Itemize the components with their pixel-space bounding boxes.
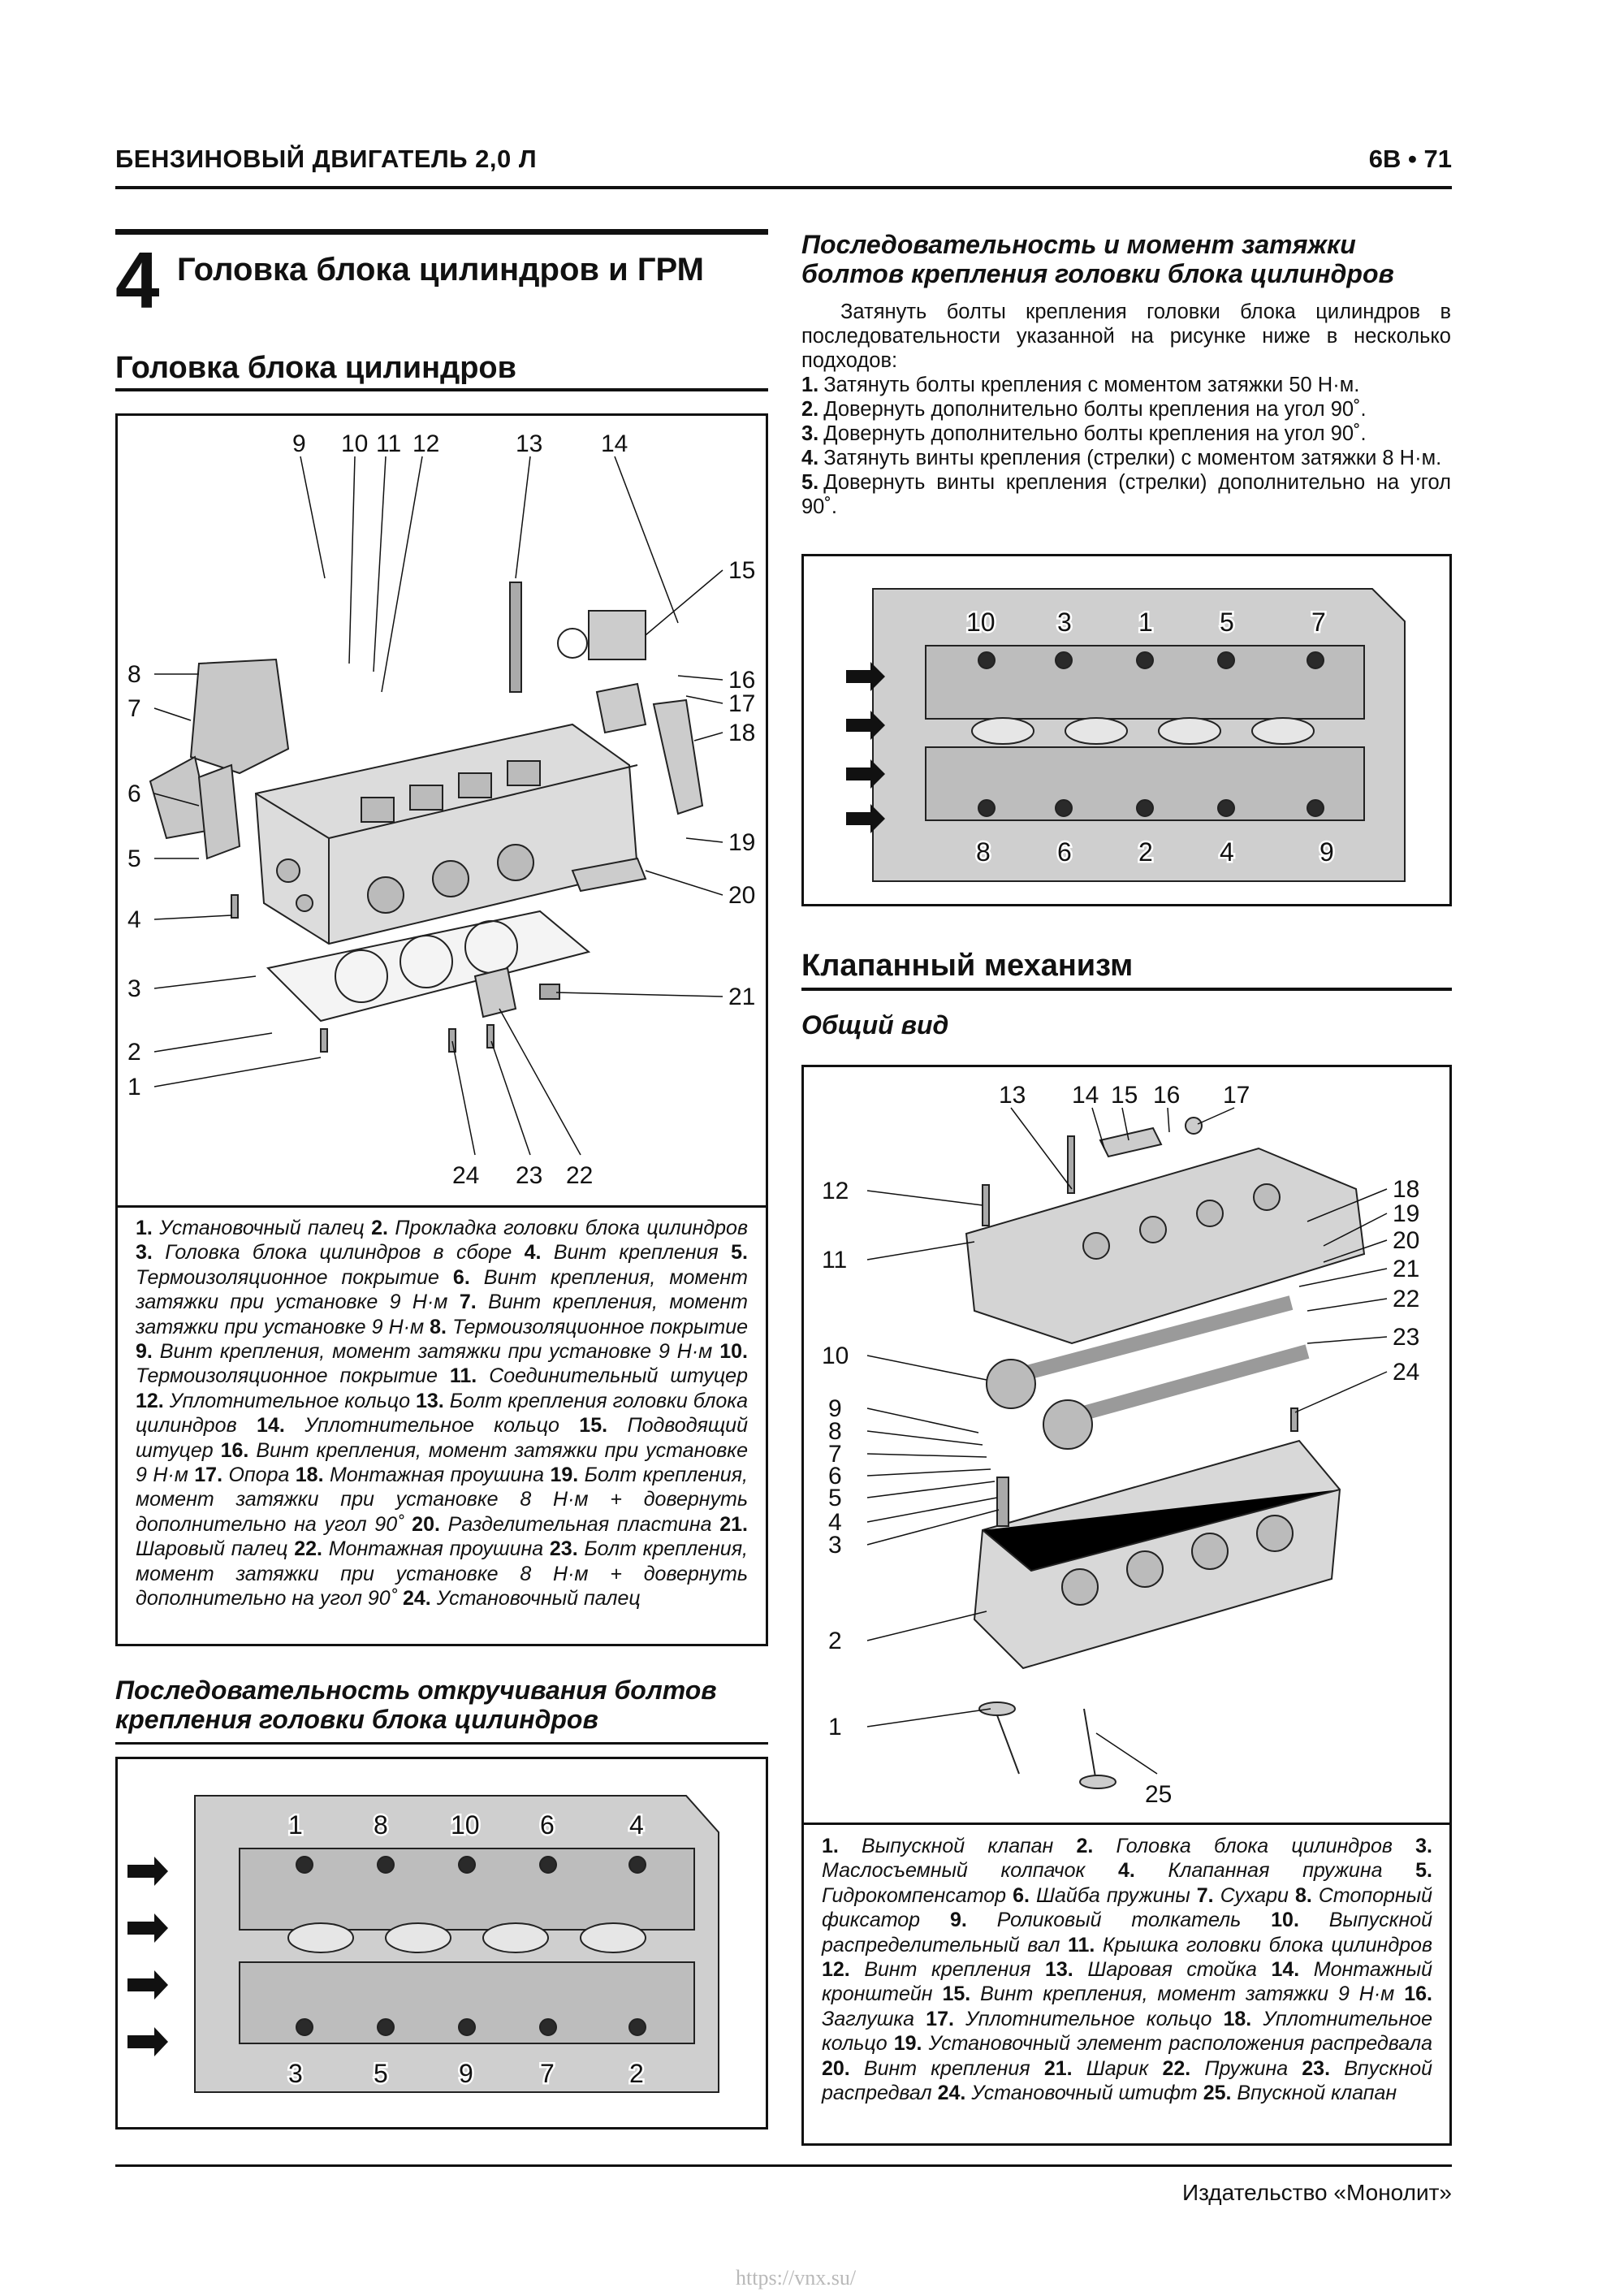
valve-caption-item-text-9: Выпускной распределительный вал xyxy=(822,1909,1433,1957)
fig1-caption-item-num-6: 7. xyxy=(459,1291,477,1314)
tighten-step xyxy=(801,446,1451,470)
fig1-label-4: 4 xyxy=(127,906,141,933)
fig1-label-6: 6 xyxy=(127,780,141,807)
fig1-label-14: 14 xyxy=(601,430,628,457)
fig1-caption-item-text-11: Уплотнительное кольцо xyxy=(163,1389,416,1412)
valve-label-7: 7 xyxy=(828,1441,842,1468)
figure-tighten-sequence xyxy=(801,554,1452,906)
fig1-caption-item-text-0: Установочный палец xyxy=(152,1217,372,1239)
loosen-label-top-0: 1 xyxy=(288,1810,303,1840)
fig1-caption-item-text-6: Винт крепления, момент затяжки при установке 9 Н·м xyxy=(136,1291,748,1338)
fig1-caption-item-num-8: 9. xyxy=(136,1340,153,1364)
fig1-caption-item-num-23: 24. xyxy=(402,1587,431,1611)
header-rule xyxy=(115,186,1452,189)
valve-caption xyxy=(822,1834,1432,2105)
fig1-label-22: 22 xyxy=(566,1162,594,1189)
fig1-caption-item-text-15: Винт крепления, момент затяжки при установке 9 Н·м xyxy=(136,1438,748,1487)
valve-caption-item-num-23: 24. xyxy=(937,2082,966,2105)
fig1-caption-item-text-22: Болт крепления, момент затяжки при установке 8 Н·м + довернуть дополнительно на угол 90˚ xyxy=(136,1537,749,1611)
valve-caption-item-text-6: Сухари xyxy=(1213,1883,1295,1907)
loosen-sequence-drawing xyxy=(118,1759,766,2127)
fig1-label-23: 23 xyxy=(516,1162,543,1189)
tighten-step xyxy=(801,422,1451,446)
tighten-sequence-drawing xyxy=(804,556,1449,904)
tighten-step xyxy=(801,397,1451,422)
valve-caption-item-num-16: 17. xyxy=(926,2007,954,2030)
tighten-label-bottom-2: 2 xyxy=(1138,837,1153,867)
fig1-caption-item-num-21: 22. xyxy=(294,1537,322,1561)
fig1-caption-item-text-17: Монтажная проушина xyxy=(323,1464,551,1487)
fig1-label-10: 10 xyxy=(341,430,369,457)
fig1-caption-item-num-1: 2. xyxy=(371,1217,388,1239)
section-rule xyxy=(115,388,768,391)
tighten-label-top-4: 7 xyxy=(1311,608,1326,637)
valve-caption-item-text-12: Шаровая стойка xyxy=(1073,1958,1272,1982)
loosen-label-bottom-0: 3 xyxy=(288,2059,303,2088)
loosen-label-bottom-1: 5 xyxy=(374,2059,388,2088)
tighten-steps-list xyxy=(801,373,1451,519)
valve-label-1: 1 xyxy=(828,1714,842,1740)
loosen-sequence-title: Последовательность откручивания болтов крепления головки блока цилиндров xyxy=(115,1676,717,1734)
tighten-label-top-2: 1 xyxy=(1138,608,1153,637)
valve-caption-item-text-24: Впускной клапан xyxy=(1231,2082,1397,2105)
valve-label-20: 20 xyxy=(1393,1227,1420,1254)
fig1-caption-item-num-19: 20. xyxy=(412,1512,440,1536)
fig1-caption-item-text-5: Винт крепления, момент затяжки при установке 9 Н·м xyxy=(136,1265,748,1314)
fig1-label-5: 5 xyxy=(127,845,141,872)
fig1-caption-item-num-17: 18. xyxy=(295,1464,324,1487)
valve-label-4: 4 xyxy=(828,1509,842,1536)
valve-caption-item-num-13: 14. xyxy=(1271,1958,1300,1982)
valve-label-3: 3 xyxy=(828,1532,842,1559)
fig1-caption-item-text-7: Термоизоляционное покрытие xyxy=(447,1315,748,1338)
page-number: 6В • 71 xyxy=(1368,145,1452,173)
fig1-caption-item-text-12: Болт крепления головки блока цилиндров xyxy=(136,1389,748,1438)
valve-caption-item-num-1: 2. xyxy=(1076,1835,1094,1857)
fig1-caption-item-text-8: Винт крепления, момент затяжки при установке 9 Н·м xyxy=(152,1340,720,1364)
tighten-step-text: Довернуть дополнительно болты крепления на угол 90˚. xyxy=(823,422,1367,445)
fig1-caption-item-text-4: Термоизоляционное покрытие xyxy=(136,1265,453,1289)
figure-valve-mechanism xyxy=(801,1065,1452,2146)
loosen-label-bottom-2: 9 xyxy=(459,2059,473,2088)
valve-label-15: 15 xyxy=(1111,1082,1138,1109)
valve-caption-item-text-16: Уплотнительное кольцо xyxy=(953,2007,1224,2030)
tighten-label-top-1: 3 xyxy=(1057,608,1072,637)
fig1-caption-item-num-16: 17. xyxy=(194,1464,223,1487)
fig1-label-20: 20 xyxy=(728,882,756,909)
section-title-cylinder-head: Головка блока цилиндров xyxy=(115,351,516,385)
figure-cylinder-head-exploded xyxy=(115,413,768,1646)
valve-caption-item-num-19: 20. xyxy=(822,2056,850,2080)
valve-caption-item-text-14: Винт крепления, момент затяжки 9 Н·м xyxy=(970,1983,1405,2006)
watermark-url: https://vnx.su/ xyxy=(736,2266,857,2290)
valve-label-10: 10 xyxy=(822,1343,849,1369)
fig1-label-13: 13 xyxy=(516,430,543,457)
valve-caption-item-text-5: Шайба пружины xyxy=(1029,1883,1197,1907)
fig1-caption-item-num-7: 8. xyxy=(430,1315,447,1338)
tighten-step-number: 4. xyxy=(801,447,819,469)
footer-rule xyxy=(115,2164,1452,2167)
valve-caption-item-text-15: Заглушка xyxy=(822,2007,926,2030)
valve-caption-item-num-8: 9. xyxy=(949,1909,967,1932)
valve-caption-item-num-14: 15. xyxy=(942,1983,971,2006)
running-header-title: БЕНЗИНОВЫЙ ДВИГАТЕЛЬ 2,0 Л xyxy=(115,145,538,173)
valve-caption-item-text-2: Маслосъемный колпачок xyxy=(822,1859,1119,1883)
tighten-step-text: Довернуть дополнительно болты крепления на угол 90˚. xyxy=(823,398,1367,421)
valve-caption-item-num-11: 12. xyxy=(822,1958,850,1982)
valve-section-title: Клапанный механизм xyxy=(801,949,1134,983)
fig1-caption-item-num-0: 1. xyxy=(136,1217,153,1239)
fig1-caption-item-text-14: Подводящий штуцер xyxy=(136,1414,748,1462)
valve-caption-item-num-4: 5. xyxy=(1415,1859,1432,1883)
fig1-label-21: 21 xyxy=(728,984,756,1010)
valve-caption-item-text-19: Винт крепления xyxy=(849,2056,1044,2080)
valve-caption-item-text-23: Установочный штифт xyxy=(965,2082,1203,2105)
valve-label-18: 18 xyxy=(1393,1176,1420,1203)
valve-caption-item-text-3: Клапанная пружина xyxy=(1134,1859,1416,1883)
valve-caption-item-text-21: Пружина xyxy=(1190,2056,1302,2080)
fig1-label-8: 8 xyxy=(127,661,141,688)
valve-caption-item-text-1: Головка блока цилиндров xyxy=(1093,1835,1416,1857)
valve-label-23: 23 xyxy=(1393,1324,1420,1351)
valve-caption-item-text-0: Выпускной клапан xyxy=(838,1835,1077,1857)
fig1-caption-item-num-5: 6. xyxy=(452,1265,470,1289)
valve-caption-item-num-6: 7. xyxy=(1196,1883,1214,1907)
valve-label-22: 22 xyxy=(1393,1286,1420,1312)
tighten-step-number: 5. xyxy=(801,471,819,494)
fig1-caption-item-text-3: Винт крепления xyxy=(541,1241,732,1265)
fig1-caption-item-num-20: 21. xyxy=(719,1512,749,1536)
fig1-caption-item-num-18: 19. xyxy=(550,1464,579,1487)
fig1-label-7: 7 xyxy=(127,695,141,722)
tighten-step xyxy=(801,373,1451,397)
valve-label-25: 25 xyxy=(1145,1781,1173,1808)
valve-section-rule xyxy=(801,988,1452,991)
valve-caption-item-text-22: Впускной распредвал xyxy=(822,2056,1432,2105)
loosen-arrows xyxy=(127,1857,168,2056)
valve-caption-item-num-9: 10. xyxy=(1271,1909,1299,1932)
valve-caption-item-num-3: 4. xyxy=(1118,1859,1135,1883)
valve-caption-item-num-20: 21. xyxy=(1043,2056,1073,2080)
fig1-caption-item-num-13: 14. xyxy=(257,1414,285,1438)
valve-mechanism-drawing xyxy=(804,1067,1449,1821)
loosen-label-top-4: 4 xyxy=(629,1810,644,1840)
tighten-intro: Затянуть болты крепления головки блока цилиндров в последовательности указанной на рисунке ниже в несколько подходов: xyxy=(801,301,1451,372)
valve-label-11: 11 xyxy=(822,1247,848,1273)
fig1-caption-item-num-4: 5. xyxy=(731,1241,749,1265)
tighten-step-text: Затянуть винты крепления (стрелки) с моментом затяжки 8 Н·м. xyxy=(823,447,1442,469)
valve-label-5: 5 xyxy=(828,1485,842,1511)
fig1-caption-item-num-10: 11. xyxy=(449,1364,477,1388)
valve-caption-item-text-18: Установочный элемент расположения распредвала xyxy=(922,2032,1432,2056)
fig1-caption-item-num-15: 16. xyxy=(220,1438,249,1462)
fig1-caption-item-text-9: Термоизоляционное покрытие xyxy=(136,1364,450,1388)
fig1-caption-item-text-16: Опора xyxy=(222,1464,296,1487)
fig1-label-2: 2 xyxy=(127,1039,141,1066)
fig1-label-18: 18 xyxy=(728,720,756,746)
fig1-caption-item-num-2: 3. xyxy=(136,1241,153,1265)
fig1-caption-item-text-10: Соединительный штуцер xyxy=(477,1364,748,1388)
valve-caption-item-text-20: Шарик xyxy=(1072,2056,1163,2080)
valve-label-14: 14 xyxy=(1072,1082,1099,1109)
tighten-label-bottom-4: 9 xyxy=(1320,837,1334,867)
fig1-caption-item-num-14: 15. xyxy=(579,1414,608,1438)
valve-label-13: 13 xyxy=(999,1082,1026,1109)
loosen-label-top-1: 8 xyxy=(374,1810,388,1840)
fig1-caption-item-text-2: Головка блока цилиндров в сборе xyxy=(152,1241,525,1265)
loosen-rule xyxy=(115,1742,768,1745)
figure-loosen-sequence xyxy=(115,1757,768,2130)
fig1-caption-item-text-18: Болт крепления, момент затяжки при установке 8 Н·м + довернуть дополнительно на угол 90˚ xyxy=(136,1464,748,1536)
fig1-caption-item-text-19: Разделительная пластина xyxy=(439,1512,720,1536)
valve-caption-item-num-21: 22. xyxy=(1162,2056,1191,2080)
tighten-sequence-title: Последовательность и момент затяжки болтов крепления головки блока цилиндров xyxy=(801,230,1394,288)
valve-caption-divider xyxy=(804,1823,1449,1825)
valve-caption-item-text-17: Уплотнительное кольцо xyxy=(822,2007,1432,2056)
valve-caption-item-text-13: Монтажный кронштейн xyxy=(822,1958,1432,2006)
fig1-label-9: 9 xyxy=(292,430,306,457)
valve-label-17: 17 xyxy=(1223,1082,1250,1109)
fig1-label-19: 19 xyxy=(728,829,756,856)
valve-caption-item-text-10: Крышка головки блока цилиндров xyxy=(1095,1933,1432,1957)
valve-caption-item-num-17: 18. xyxy=(1223,2007,1252,2030)
fig1-caption-item-text-13: Уплотнительное кольцо xyxy=(284,1414,580,1438)
tighten-step-text: Затянуть болты крепления с моментом затяжки 50 Н·м. xyxy=(823,374,1360,396)
valve-label-16: 16 xyxy=(1153,1082,1181,1109)
valve-caption-item-num-2: 3. xyxy=(1415,1835,1433,1857)
fig1-caption-item-text-21: Монтажная проушина xyxy=(322,1537,550,1561)
tighten-label-bottom-0: 8 xyxy=(976,837,991,867)
tighten-step-number: 3. xyxy=(801,422,819,445)
valve-label-19: 19 xyxy=(1393,1200,1420,1227)
fig1-label-12: 12 xyxy=(412,430,440,457)
fig1-label-1: 1 xyxy=(127,1074,141,1100)
loosen-label-top-2: 10 xyxy=(451,1810,480,1840)
chapter-title: Головка блока цилиндров и ГРМ xyxy=(177,252,704,288)
fig1-caption xyxy=(136,1216,748,1611)
valve-caption-item-text-4: Гидрокомпенсатор xyxy=(822,1883,1013,1907)
valve-subtitle: Общий вид xyxy=(801,1010,949,1040)
fig1-caption-item-num-12: 13. xyxy=(415,1389,444,1412)
chapter-number: 4 xyxy=(115,236,160,325)
fig1-label-11: 11 xyxy=(376,430,402,457)
valve-caption-item-num-18: 19. xyxy=(893,2032,922,2056)
valve-caption-item-num-5: 6. xyxy=(1013,1883,1030,1907)
tighten-label-top-3: 5 xyxy=(1220,608,1234,637)
tighten-label-bottom-3: 4 xyxy=(1220,837,1234,867)
fig1-caption-item-num-22: 23. xyxy=(549,1537,578,1561)
tighten-label-top-0: 10 xyxy=(966,608,996,637)
fig1-caption-item-text-20: Шаровый палец xyxy=(136,1537,295,1561)
valve-label-9: 9 xyxy=(828,1395,842,1422)
fig1-caption-divider xyxy=(118,1205,766,1208)
valve-label-12: 12 xyxy=(822,1178,849,1204)
valve-caption-item-num-12: 13. xyxy=(1045,1958,1073,1982)
fig1-label-17: 17 xyxy=(728,690,756,717)
valve-label-8: 8 xyxy=(828,1418,842,1445)
valve-label-6: 6 xyxy=(828,1463,842,1490)
valve-caption-item-text-11: Винт крепления xyxy=(849,1958,1045,1982)
fig1-label-24: 24 xyxy=(452,1162,480,1189)
valve-label-21: 21 xyxy=(1393,1256,1420,1282)
valve-caption-item-text-7: Стопорный фиксатор xyxy=(822,1883,1432,1932)
valve-caption-item-num-7: 8. xyxy=(1294,1883,1312,1907)
fig1-label-15: 15 xyxy=(728,557,756,584)
valve-caption-item-text-8: Роликовый толкатель xyxy=(966,1909,1272,1932)
valve-label-24: 24 xyxy=(1393,1359,1420,1386)
fig1-caption-item-num-3: 4. xyxy=(524,1241,542,1265)
tighten-step-number: 1. xyxy=(801,374,819,396)
loosen-label-bottom-4: 2 xyxy=(629,2059,644,2088)
tighten-label-bottom-1: 6 xyxy=(1057,837,1072,867)
tighten-step xyxy=(801,470,1451,519)
fig1-label-16: 16 xyxy=(728,667,756,694)
loosen-label-bottom-3: 7 xyxy=(540,2059,555,2088)
fig1-caption-item-num-11: 12. xyxy=(136,1389,164,1412)
fig1-caption-item-text-1: Прокладка головки блока цилиндров xyxy=(388,1217,748,1239)
fig1-caption-item-num-9: 10. xyxy=(719,1340,748,1364)
chapter-bar xyxy=(115,229,768,235)
valve-caption-item-num-22: 23. xyxy=(1302,2056,1331,2080)
valve-caption-item-num-10: 11. xyxy=(1067,1933,1095,1957)
valve-caption-item-num-24: 25. xyxy=(1203,2082,1232,2105)
tighten-step-text: Довернуть винты крепления (стрелки) дополнительно на угол 90˚. xyxy=(801,471,1451,518)
valve-caption-item-num-0: 1. xyxy=(822,1835,839,1857)
fig1-label-3: 3 xyxy=(127,975,141,1002)
valve-caption-item-num-15: 16. xyxy=(1404,1983,1432,2006)
fig1-caption-item-text-23: Установочный палец xyxy=(430,1587,641,1611)
cylinder-head-exploded-drawing xyxy=(118,416,766,1204)
publisher: Издательство «Монолит» xyxy=(1181,2180,1452,2205)
tighten-step-number: 2. xyxy=(801,398,819,421)
valve-label-2: 2 xyxy=(828,1628,842,1654)
loosen-label-top-3: 6 xyxy=(540,1810,555,1840)
